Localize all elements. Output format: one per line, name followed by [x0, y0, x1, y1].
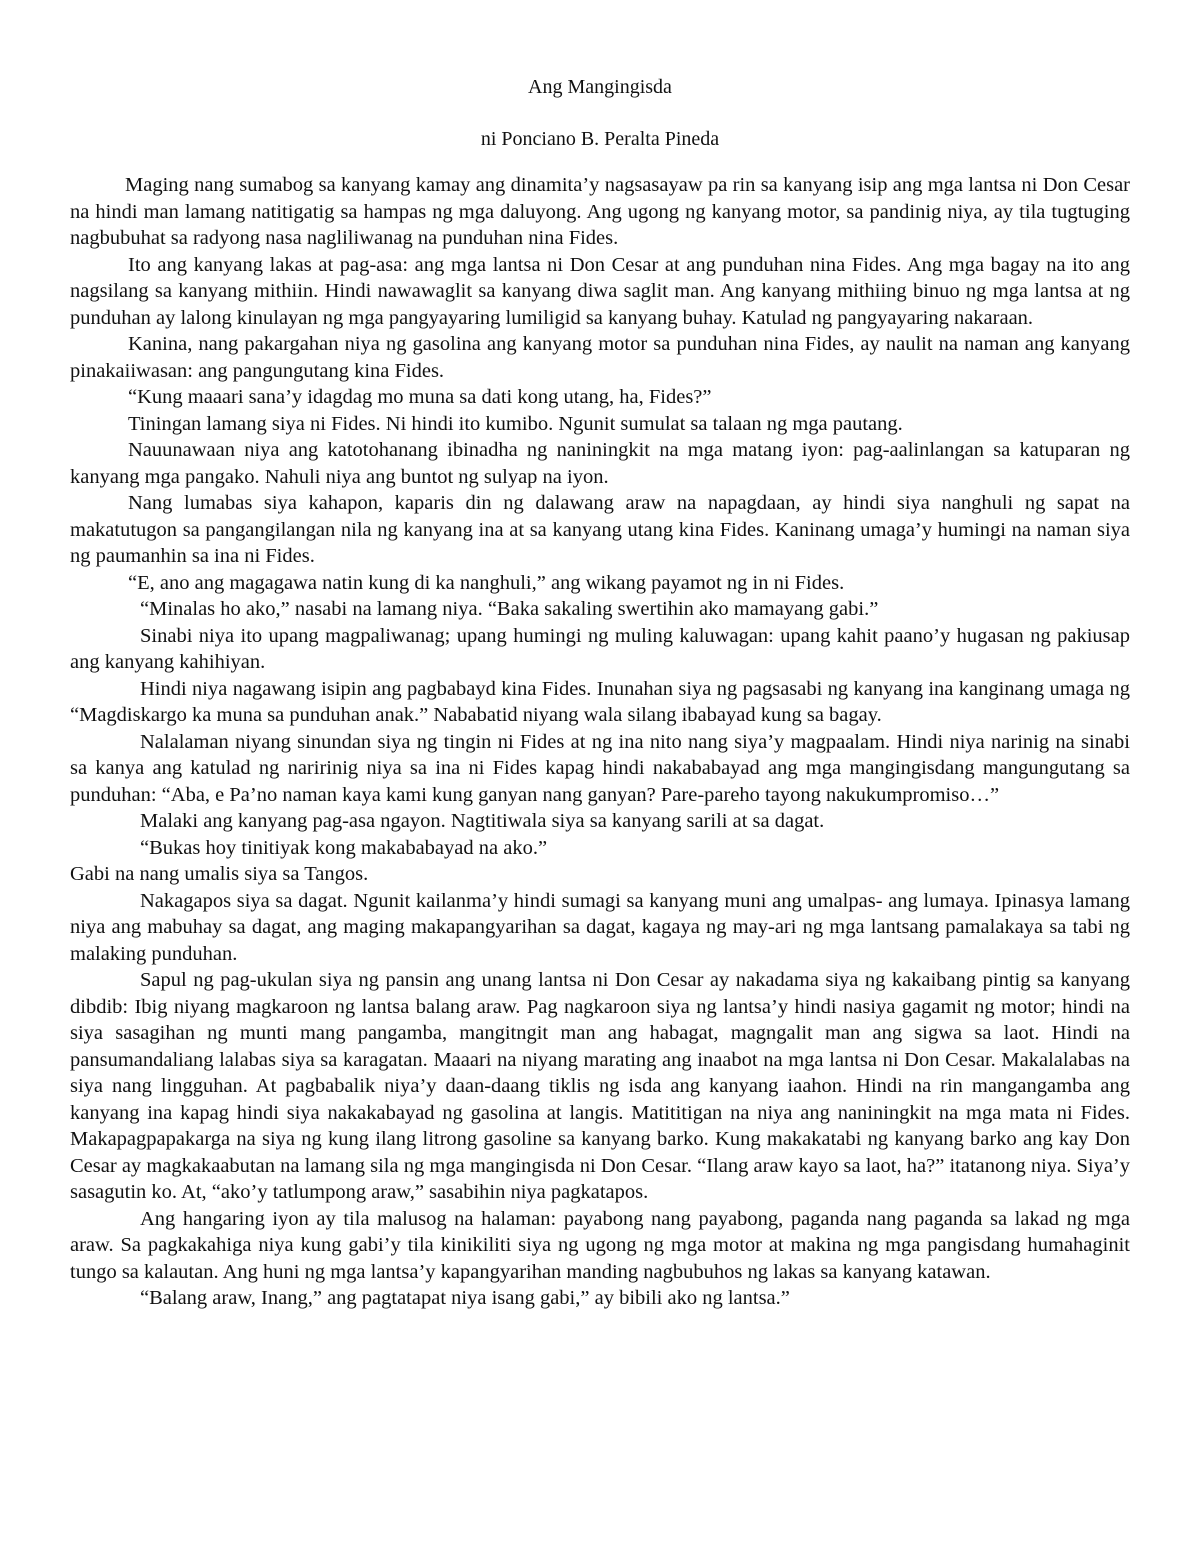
paragraph: “E, ano ang magagawa natin kung di ka nanghuli,” ang wikang payamot ng in ni Fides.: [128, 571, 845, 594]
paragraph: Nang lumabas siya kahapon, kaparis din ng dalawang araw na napagdaan, ay hindi siya nanghuli ng sapat na makatutugon sa pangangilangan nila ng kanyang ina at sa kanyang utang kina Fides. Kaninang umaga’y humingi na naman siya ng paumanhin sa ina ni Fides.: [70, 492, 1130, 567]
paragraph: Ang hangaring iyon ay tila malusog na halaman: payabong nang payabong, paganda nang paganda sa lakad ng mga araw. Sa pagkakahiga niya kung gabi’y tila kinikiliti siya ng ugong ng mga motor at makina ng mga pangisdang humahaginit tungo sa kalautan. Ang huni ng mga lantsa’y kapangyarihan manding nagbubuhos ng lakas sa kanyang katawan.: [70, 1207, 1130, 1283]
paragraph: “Minalas ho ako,” nasabi na lamang niya. “Baka sakaling swertihin ako mamayang gabi.”: [140, 598, 879, 620]
document-author: ni Ponciano B. Peralta Pineda: [480, 128, 720, 150]
paragraph: Sapul ng pag-ukulan siya ng pansin ang unang lantsa ni Don Cesar ay nakadama siya ng kakaibang pintig sa kanyang dibdib: Ibig niyang magkaroon ng lantsa balang araw. Pag nagkaroon siya ng lantsa’y hindi nasiya gagamit ng motor; hindi na siya sasagihan ng munti mang pangamba, mangitngit man ang habagat, magngalit man ang sigwa sa laot. Hindi na pansumandaliang lalabas siya sa karagatan. Maaari na niyang marating ang inaabot na mga lantsa ni Don Cesar. Makalalabas na siya nang lingguhan. At pagbabalik niya’y daan-daang tiklis ng isda ang kanyang iaahon. Hindi na rin mangangamba ang kanyang ina kapag hindi siya nakakabayad ng gasolina at langis. Matititigan na niya ang naniningkit na mga mata ni Fides. Makapagpapakarga na siya ng kung ilang litrong gasoline sa kanyang barko. Kung makakatabi ng kanyang barko ang kay Don Cesar ay magkakaabutan na lamang sila ng mga mangingisda ni Don Cesar. “Ilang araw kayo sa laot, ha?” itatanong niya. Siya’y sasagutin ko. At, “ako’y tatlumpong araw,” sasabihin niya pagkatapos.: [70, 969, 1130, 1203]
paragraph: Nauunawaan niya ang katotohanang ibinadha ng naniningkit na mga matang iyon: pag-aalinlangan sa katuparan ng kanyang mga pangako. Nahuli niya ang buntot ng sulyap na iyon.: [70, 439, 1130, 488]
paragraph: Gabi na nang umalis siya sa Tangos.: [70, 863, 369, 885]
document-title: Ang Mangingisda: [528, 76, 672, 98]
document-body: [70, 172, 1130, 1312]
paragraph: Sinabi niya ito upang magpaliwanag; upang humingi ng muling kaluwagan: upang kahit paano’y hugasan ng pakiusap ang kanyang kahihiyan.: [70, 624, 1130, 673]
paragraph: Kanina, nang pakargahan niya ng gasolina ang kanyang motor sa punduhan nina Fides, ay naulit na naman ang kanyang pinakaiiwasan: ang pangungutang kina Fides.: [70, 333, 1130, 382]
paragraph: “Bukas hoy tinitiyak kong makababayad na ako.”: [140, 836, 548, 859]
paragraph: “Balang araw, Inang,” ang pagtatapat niya isang gabi,” ay bibili ako ng lantsa.”: [140, 1287, 790, 1309]
paragraph: Tiningan lamang siya ni Fides. Ni hindi ito kumibo. Ngunit sumulat sa talaan ng mga pautang.: [128, 412, 903, 435]
paragraph: “Kung maaari sana’y idagdag mo muna sa dati kong utang, ha, Fides?”: [128, 386, 712, 408]
paragraph: Maging nang sumabog sa kanyang kamay ang dinamita’y nagsasayaw pa rin sa kanyang isip ang mga lantsa ni Don Cesar na hindi man lamang natitigatig sa hampas ng mga daluyong. Ang ugong ng kanyang motor, sa pandinig niya, ay tila tugtuging nagbubuhat sa radyong nasa nagliliwanag na punduhan nina Fides.: [70, 174, 1130, 249]
paragraph: Nalalaman niyang sinundan siya ng tingin ni Fides at ng ina nito nang siya’y magpaalam. Hindi niya narinig na sinabi sa kanya ang katulad ng naririnig niya sa ina ni Fides kapag hindi nakababayad ang mga mangingisdang mangungutang sa punduhan: “Aba, e Pa’no naman kaya kami kung ganyan nang ganyan? Pare-pareho tayong nakukumpromiso…”: [70, 730, 1130, 806]
paragraph: Hindi niya nagawang isipin ang pagbabayd kina Fides. Inunahan siya ng pagsasabi ng kanyang ina kanginang umaga ng “Magdiskargo ka muna sa punduhan anak.” Nababatid niyang wala silang ibabayad kung sa bagay.: [70, 677, 1130, 726]
paragraph: Malaki ang kanyang pag-asa ngayon. Nagtitiwala siya sa kanyang sarili at sa dagat.: [140, 810, 825, 832]
paragraph: Ito ang kanyang lakas at pag-asa: ang mga lantsa ni Don Cesar at ang punduhan nina Fides. Ang mga bagay na ito ang nagsilang sa kanyang mithiin. Hindi nawawaglit sa kanyang diwa saglit man. Ang kanyang mithiing binuo ng mga lantsa at ng punduhan ay lalong kinulayan ng mga pangyayaring lumiligid sa kanyang buhay. Katulad ng pangyayaring nakaraan.: [70, 253, 1130, 329]
paragraph: Nakagapos siya sa dagat. Ngunit kailanma’y hindi sumagi sa kanyang muni ang umalpas- ang lumaya. Ipinasya lamang niya ang mabuhay sa dagat, ang maging makapangyarihan sa dagat, kagaya ng may-ari ng mga lantsang pamalakaya sa tabi ng malaking punduhan.: [70, 889, 1130, 965]
